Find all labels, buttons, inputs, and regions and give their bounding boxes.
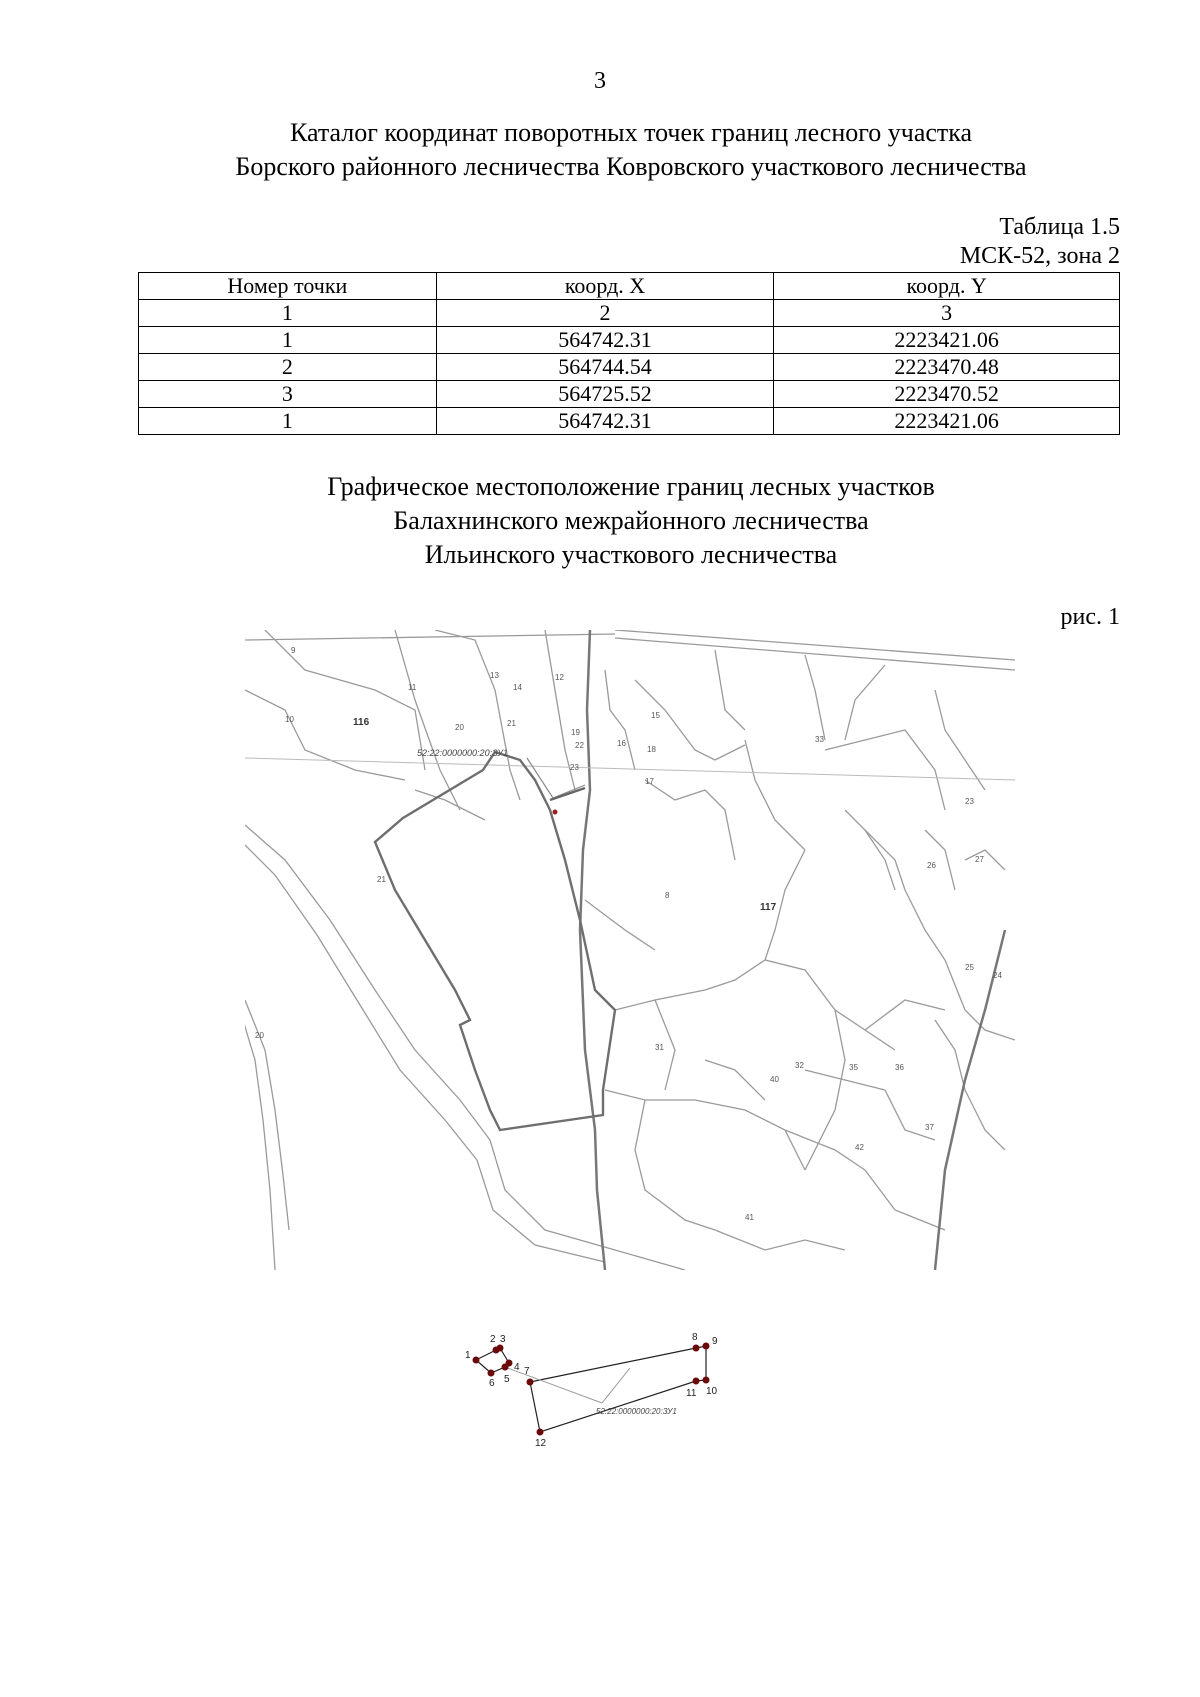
plot-number: 14 [513,683,522,692]
plot-number: 26 [927,861,936,870]
plot-number: 10 [285,715,294,724]
catalog-title-line-1: Каталог координат поворотных точек границ лесного участка [289,118,973,147]
column-number: 1 [139,300,437,327]
column-number: 3 [774,300,1120,327]
plot-number: 27 [975,855,984,864]
point-label: 11 [686,1388,697,1399]
point-label: 3 [500,1334,506,1345]
coord-y-cell: 2223421.06 [774,327,1120,354]
table-row [139,381,1120,408]
plot-number: 24 [993,971,1002,980]
quarter-label-117: 117 [760,902,777,913]
plot-number: 20 [455,723,464,732]
point-label: 12 [535,1438,547,1449]
plot-number: 36 [895,1063,904,1072]
coord-y-cell: 2223470.48 [774,354,1120,381]
catalog-title [0,116,1200,184]
scheme-parcel-label: 52:22:0000000:20:ЗУ1 [596,1407,677,1416]
coord-x-cell: 564742.31 [436,327,774,354]
plot-number: 19 [571,728,580,737]
plot-number: 18 [647,745,656,754]
point-number-cell: 1 [139,327,437,354]
table-row [139,408,1120,435]
point-label: 6 [489,1378,495,1389]
point-label: 1 [465,1350,471,1361]
graphic-title-line-2: Балахнинского межрайонного лесничества [393,506,869,535]
point-label: 7 [524,1366,530,1377]
page-number: 3 [594,68,606,94]
plot-number: 22 [575,741,584,750]
table-row [139,327,1120,354]
point-label: 9 [712,1336,718,1347]
coord-x-cell: 564725.52 [436,381,774,408]
plot-number: 8 [665,891,670,900]
plot-number: 35 [849,1063,858,1072]
catalog-title-line-2: Борского районного лесничества Ковровского участкового лесничества [235,152,1027,181]
point-label: 4 [514,1362,520,1373]
header-point-number: Номер точки [139,273,437,300]
header-coord-x: коорд. X [436,273,774,300]
point-number-cell: 1 [139,408,437,435]
plot-number: 23 [965,797,974,806]
point-label: 8 [692,1332,698,1343]
plot-number: 17 [645,777,654,786]
figure-label: рис. 1 [1060,604,1120,630]
plot-number: 31 [655,1043,664,1052]
plot-number: 13 [490,671,499,680]
coord-y-cell: 2223470.52 [774,381,1120,408]
point-label: 5 [504,1374,510,1385]
point-number-cell: 2 [139,354,437,381]
coordinate-system-label: МСК-52, зона 2 [959,243,1120,269]
coord-x-cell: 564744.54 [436,354,774,381]
plot-number: 12 [555,673,564,682]
plot-number: 32 [795,1061,804,1070]
map-parcel-label: 52:22:0000000:20:ЗУ1 [417,748,508,758]
plot-number: 16 [617,739,626,748]
plot-number: 40 [770,1075,779,1084]
plot-number: 25 [965,963,974,972]
plot-number: 42 [855,1143,864,1152]
point-label: 10 [706,1386,718,1397]
table-row [139,354,1120,381]
plot-number: 20 [255,1031,264,1040]
quarter-label-116: 116 [353,717,370,728]
coordinates-table [138,272,1120,435]
plot-number: 33 [815,735,824,744]
plot-number: 23 [570,763,579,772]
plot-number: 37 [925,1123,934,1132]
forest-plan-map [245,630,1015,1270]
plot-number: 41 [745,1213,754,1222]
point-label: 2 [490,1334,496,1345]
plot-number: 15 [651,711,660,720]
coord-y-cell: 2223421.06 [774,408,1120,435]
plot-number: 11 [408,683,417,692]
graphic-title-line-3: Ильинского участкового лесничества [424,540,838,569]
graphic-title-line-1: Графическое местоположение границ лесных участков [327,472,935,501]
table-label: Таблица 1.5 [999,214,1120,240]
column-number: 2 [436,300,774,327]
plot-number: 9 [291,646,296,655]
scheme-labels [440,1300,820,1520]
plot-number: 21 [507,719,516,728]
header-coord-y: коорд. Y [774,273,1120,300]
table-column-numbers-row [139,300,1120,327]
point-number-cell: 3 [139,381,437,408]
table-header-row [139,273,1120,300]
plot-number: 21 [377,875,386,884]
graphic-title [0,470,1200,572]
coord-x-cell: 564742.31 [436,408,774,435]
